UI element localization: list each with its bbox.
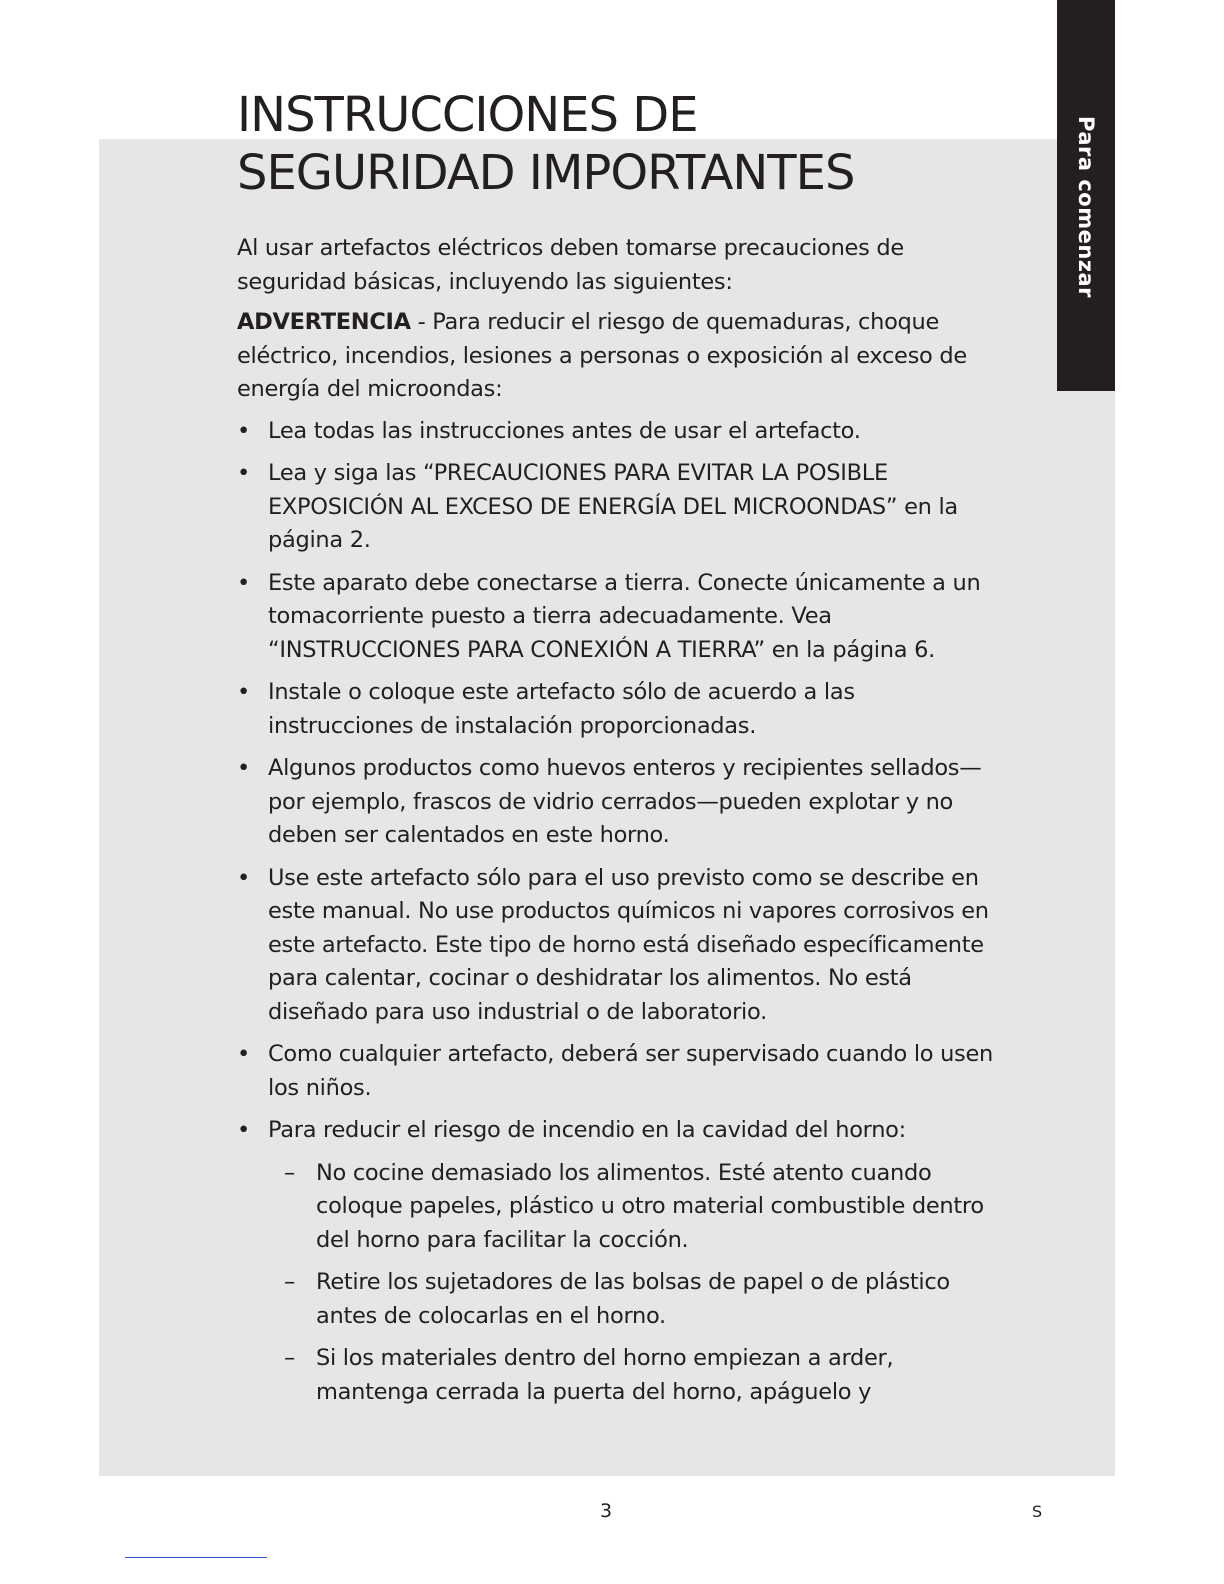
dash-icon: – [284, 1269, 295, 1295]
list-item-text: Este aparato debe conectarse a tierra. Conecte únicamente a un tomacorriente puesto a tierra adecuadamente. Vea “INSTRUCCIONES PARA CONEXIÓN A TIERRA” en la página 6. [268, 569, 981, 663]
list-item [237, 676, 997, 743]
list-item-text: Lea todas las instrucciones antes de usar el artefacto. [268, 417, 861, 444]
list-item-text: Para reducir el riesgo de incendio en la cavidad del horno: [268, 1117, 906, 1143]
list-item-text: Instale o coloque este artefacto sólo de acuerdo a las instrucciones de instalación proporcionadas. [268, 679, 855, 739]
fire-risk-sublist [268, 1157, 997, 1410]
page-title-line-2: SEGURIDAD IMPORTANTES [237, 145, 855, 201]
list-item [237, 1114, 997, 1409]
bullet-icon: • [237, 417, 250, 444]
language-code: S [1032, 1502, 1043, 1521]
bullet-icon: • [237, 755, 250, 781]
footer-divider [125, 1557, 267, 1558]
sub-list-item [268, 1266, 997, 1333]
list-item-text: Como cualquier artefacto, deberá ser supervisado cuando lo usen los niños. [268, 1041, 993, 1101]
bullet-icon: • [237, 569, 250, 596]
list-item [237, 415, 997, 449]
sub-list-item-text: Si los materiales dentro del horno empiezan a arder, mantenga cerrada la puerta del horno, apáguelo y [316, 1345, 894, 1405]
bullet-icon: • [237, 460, 250, 486]
sub-list-item-text: Retire los sujetadores de las bolsas de papel o de plástico antes de colocarlas en el horno. [316, 1269, 950, 1329]
list-item [237, 862, 997, 1030]
warning-text: - Para reducir el riesgo de quemaduras, choque eléctrico, incendios, lesiones a personas o exposición al exceso de energía del microondas: [237, 309, 967, 402]
page-title-line-1: INSTRUCCIONES DE [237, 87, 698, 143]
list-item [237, 567, 997, 668]
page-number: 3 [599, 1500, 613, 1522]
dash-icon: – [284, 1345, 295, 1371]
list-item [237, 457, 997, 558]
bullet-icon: • [237, 1117, 250, 1143]
page-content [237, 86, 997, 1418]
bullet-icon: • [237, 1041, 250, 1067]
sub-list-item [268, 1342, 997, 1409]
safety-instructions-list [237, 415, 997, 1410]
bullet-icon: • [237, 679, 250, 705]
list-item-text: Use este artefacto sólo para el uso previsto como se describe en este manual. No use productos químicos ni vapores corrosivos en este artefacto. Este tipo de horno está diseñado específicamente para calentar, cocinar o deshidratar los alimentos. No está diseñado para uso industrial o de laboratorio. [268, 864, 989, 1025]
section-tab-label: Para comenzar [1074, 116, 1098, 299]
intro-paragraph: Al usar artefactos eléctricos deben tomarse precauciones de seguridad básicas, incluyendo las siguientes: [237, 235, 904, 295]
list-item [237, 752, 997, 853]
list-item-text: Algunos productos como huevos enteros y recipientes sellados—por ejemplo, frascos de vidrio cerrados—pueden explotar y no deben ser calentados en este horno. [268, 755, 982, 848]
bullet-icon: • [237, 864, 250, 891]
dash-icon: – [284, 1159, 295, 1186]
warning-paragraph [237, 306, 997, 407]
sub-list-item-text: No cocine demasiado los alimentos. Esté atento cuando coloque papeles, plástico u otro material combustible dentro del horno para facilitar la cocción. [316, 1159, 984, 1253]
sub-list-item [268, 1157, 997, 1258]
list-item-text: Lea y siga las “PRECAUCIONES PARA EVITAR LA POSIBLE EXPOSICIÓN AL EXCESO DE ENERGÍA DEL MICROONDAS” en la página 2. [268, 460, 958, 553]
warning-label: ADVERTENCIA [237, 309, 411, 335]
list-item [237, 1038, 997, 1105]
page-title [237, 86, 997, 202]
